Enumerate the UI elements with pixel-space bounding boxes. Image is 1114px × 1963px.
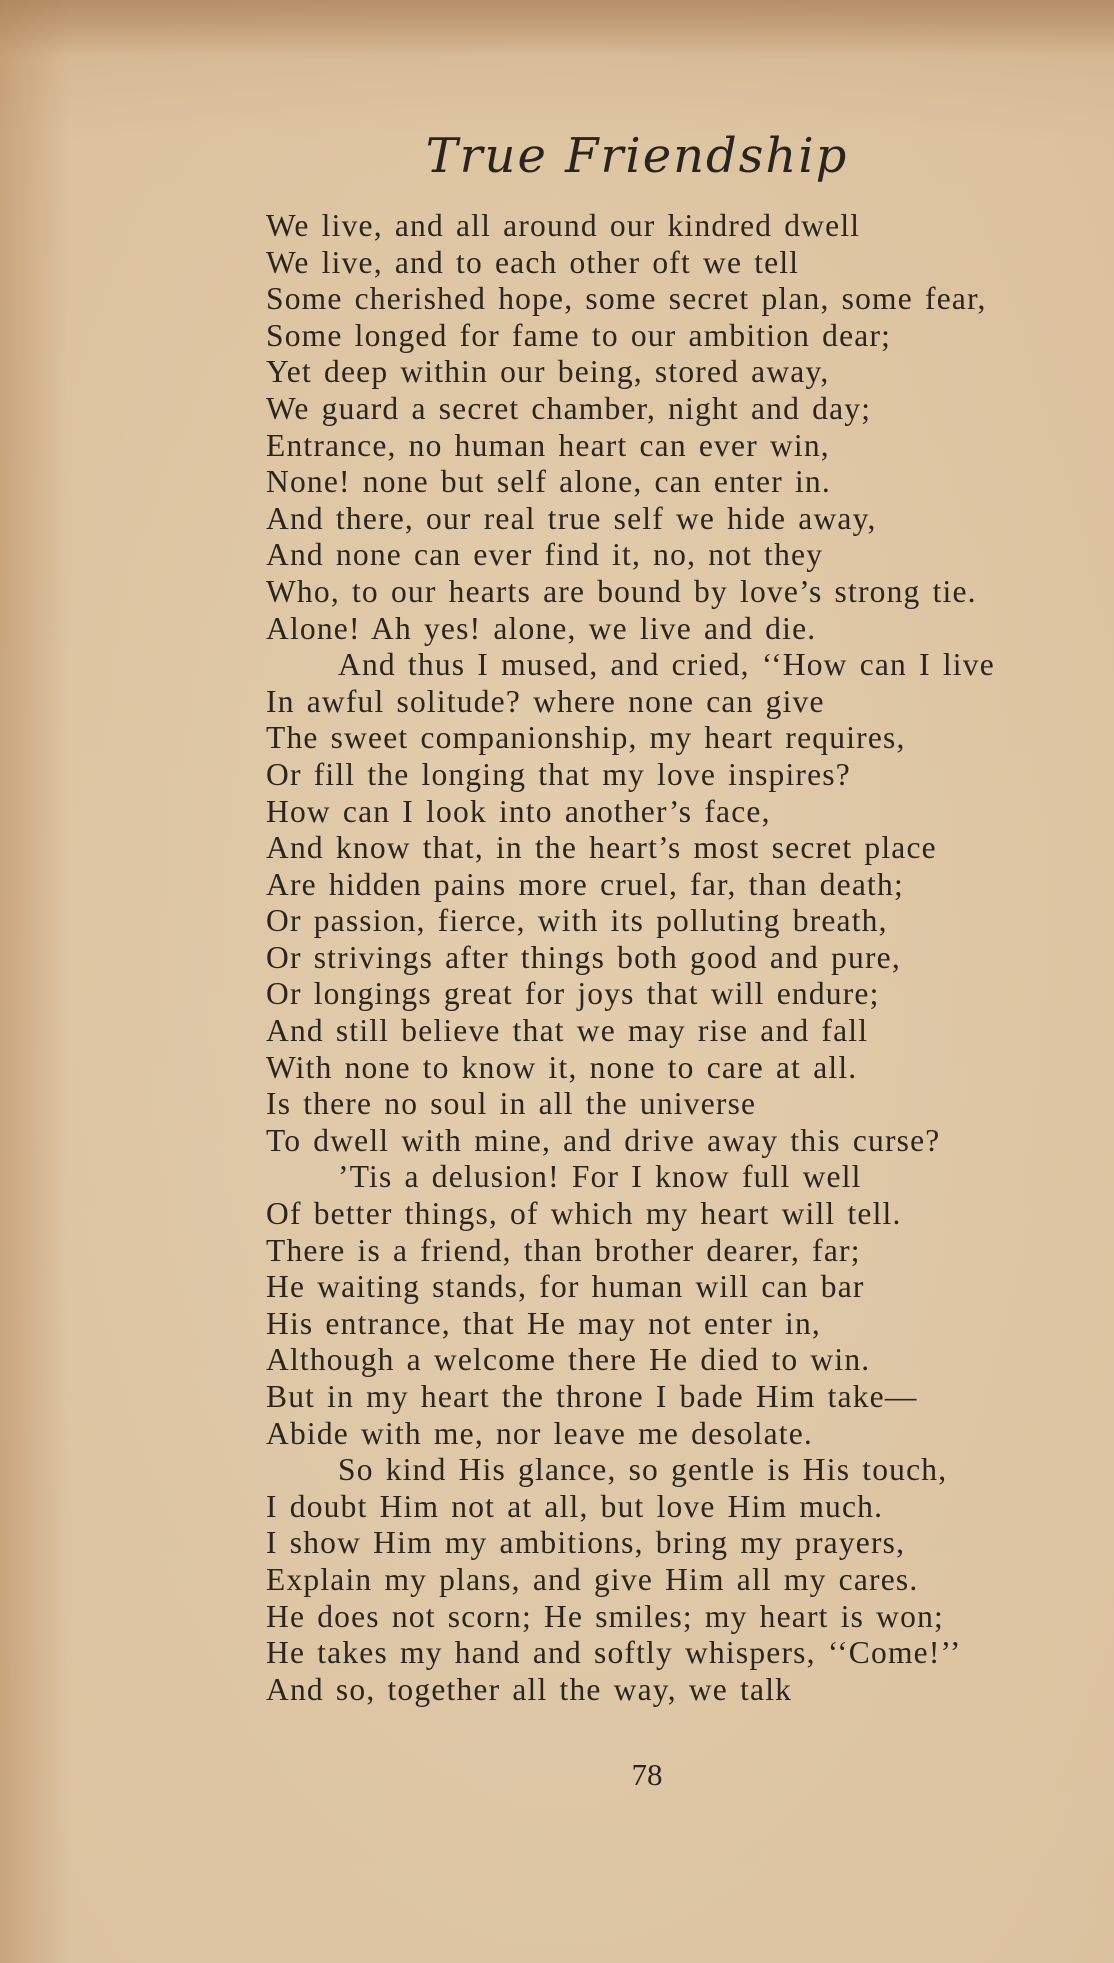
poem-line: He does not scorn; He smiles; my heart is won; — [266, 1598, 944, 1634]
poem-line: With none to know it, none to care at all. — [266, 1049, 858, 1085]
poem-line: And know that, in the heart’s most secret place — [266, 830, 937, 866]
poem-body — [266, 208, 995, 1708]
poem-line: Some longed for fame to our ambition dear; — [266, 317, 892, 353]
poem-line: We live, and to each other oft we tell — [266, 244, 800, 280]
poem-line: And none can ever find it, no, not they — [266, 537, 824, 573]
poem-line: We live, and all around our kindred dwell — [266, 208, 861, 243]
poem-line: Yet deep within our being, stored away, — [266, 354, 830, 390]
poem-line: And so, together all the way, we talk — [266, 1671, 793, 1707]
poem-line: And thus I mused, and cried, ‘‘How can I live — [338, 647, 995, 683]
poem-line: ’Tis a delusion! For I know full well — [338, 1159, 862, 1195]
poem-line: Explain my plans, and give Him all my cares. — [266, 1561, 919, 1597]
poem-line: His entrance, that He may not enter in, — [266, 1305, 822, 1341]
poem-line: Of better things, of which my heart will tell. — [266, 1196, 902, 1232]
poem-line: Or longings great for joys that will endure; — [266, 976, 880, 1012]
poem-line: Alone! Ah yes! alone, we live and die. — [266, 610, 817, 646]
poem-line: In awful solitude? where none can give — [266, 683, 825, 719]
poem-line: Although a welcome there He died to win. — [266, 1342, 871, 1378]
poem-line: How can I look into another’s face, — [266, 793, 771, 829]
poem-line: He waiting stands, for human will can bar — [266, 1269, 865, 1305]
poem-line: Entrance, no human heart can ever win, — [266, 427, 830, 463]
page-number: 78 — [631, 1757, 663, 1792]
poem-line: Or passion, fierce, with its polluting breath, — [266, 903, 888, 939]
poem-line: Some cherished hope, some secret plan, some fear, — [266, 281, 987, 317]
poem-line: To dwell with mine, and drive away this curse? — [266, 1122, 941, 1158]
poem-line: And still believe that we may rise and fall — [266, 1013, 869, 1049]
poem-line: Who, to our hearts are bound by love’s strong tie. — [266, 573, 977, 609]
poem-line: Are hidden pains more cruel, far, than death; — [266, 866, 904, 902]
poem-line: But in my heart the throne I bade Him take— — [266, 1379, 918, 1414]
poem-line: And there, our real true self we hide away, — [266, 500, 877, 536]
poem-line: Or fill the longing that my love inspires? — [266, 756, 851, 792]
poem-line: Abide with me, nor leave me desolate. — [266, 1415, 813, 1451]
poem-line: Or strivings after things both good and pure, — [266, 939, 901, 975]
poem-line: So kind His glance, so gentle is His touch, — [338, 1452, 948, 1488]
poem-line: I show Him my ambitions, bring my prayers, — [266, 1525, 906, 1561]
poem-line: None! none but self alone, can enter in. — [266, 464, 831, 500]
poem-line: The sweet companionship, my heart requires, — [266, 720, 906, 756]
poem-line: There is a friend, than brother dearer, far; — [266, 1232, 861, 1268]
poem-line: Is there no soul in all the universe — [266, 1086, 757, 1122]
poem-line: He takes my hand and softly whispers, ‘‘Come!’’ — [266, 1635, 962, 1671]
poem-line: I doubt Him not at all, but love Him much. — [266, 1488, 884, 1524]
poem-title: True Friendship — [425, 128, 849, 184]
poem-line: We guard a secret chamber, night and day; — [266, 390, 872, 426]
